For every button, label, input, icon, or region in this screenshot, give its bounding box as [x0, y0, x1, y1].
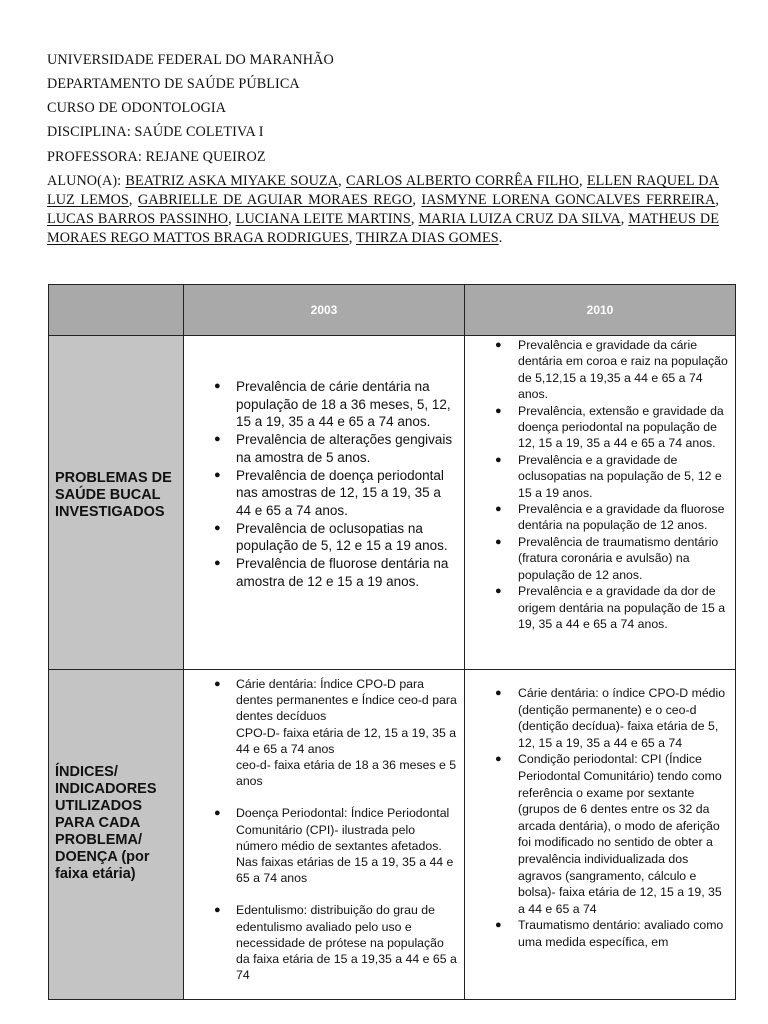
list-item-text: Edentulismo: distribuição do grau de edentulismo avaliado pelo uso e necessidade de prótese na população da faixa etária de 15 a 19,35 a 44 e 65 a 74 — [236, 903, 457, 983]
student-name: IASMYNE LORENA GONCALVES FERREIRA — [421, 192, 716, 208]
discipline-name: DISCIPLINA: SAÚDE COLETIVA I — [47, 124, 264, 140]
list-item — [184, 805, 464, 886]
list-item — [184, 520, 464, 555]
cell-2003-problems — [184, 336, 465, 670]
table-row-problems — [49, 336, 736, 670]
row-label-cell — [49, 336, 184, 670]
bullet-icon: ● — [214, 678, 221, 690]
row-label-cell — [49, 670, 184, 1000]
bullet-list — [184, 670, 464, 983]
list-item-text: Traumatismo dentário: avaliado como uma medida específica, em — [518, 918, 724, 949]
bullet-icon: ● — [214, 468, 221, 481]
bullet-icon: ● — [214, 807, 221, 820]
list-item-subtext: ceo-d- faixa etária de 18 a 36 meses e 5 anos — [236, 758, 457, 789]
bullet-icon: ● — [214, 380, 221, 392]
list-item — [465, 685, 735, 751]
bullet-list — [184, 336, 464, 590]
cell-2003-indices — [184, 670, 465, 1000]
bullet-icon: ● — [495, 919, 502, 932]
list-item-text: Prevalência de alterações gengivais na amostra de 5 anos. — [236, 432, 453, 465]
list-item-text: Prevalência e a gravidade da dor de origem dentária na população de 15 a 19, 35 a 44 e 65 a 74 anos. — [518, 584, 726, 631]
cell-2010-problems — [465, 336, 736, 670]
list-item — [465, 337, 735, 403]
list-item-text: Doença Periodontal: Índice Periodontal Comunitário (CPI)- ilustrada pelo número médio de sextantes afetados. — [236, 806, 450, 853]
list-item-text: Prevalência de oclusopatias na população de 5, 12 e 15 a 19 anos. — [236, 520, 448, 554]
list-item — [465, 452, 735, 501]
list-item-text: Cárie dentária: o índice CPO-D médio (dentição permanente) e o ceo-d (dentição decídua)- faixa etária de 5, 12, 15 a 19, 35 a 44 e 65 a 74 — [518, 686, 726, 750]
list-item — [465, 583, 735, 632]
bullet-icon: ● — [495, 687, 502, 699]
list-item — [184, 902, 464, 983]
header-cell-2003: 2003 — [184, 285, 465, 336]
list-item — [184, 467, 464, 520]
list-item-text: Prevalência de doença periodontal nas amostras de 12, 15 a 19, 35 a 44 e 65 a 74 anos. — [236, 467, 444, 518]
row-label-problems: PROBLEMAS DE SAÚDE BUCAL INVESTIGADOS — [55, 470, 172, 520]
professor-name: PROFESSORA: REJANE QUEIROZ — [47, 149, 266, 165]
department-name: DEPARTAMENTO DE SAÚDE PÚBLICA — [47, 76, 300, 92]
list-item — [184, 431, 464, 466]
list-item-text: Prevalência, extensão e gravidade da doença periodontal na população de 12, 15 a 19, 35 a 44 e 65 a 74 anos. — [518, 403, 724, 451]
students-label: ALUNO(A): — [47, 173, 122, 189]
student-name: ELLEN RAQUEL DA LUZ LEMOS — [47, 173, 719, 208]
list-item-subtext: Nas faixas etárias de 15 a 19, 35 a 44 e 65 a 74 anos — [236, 855, 454, 886]
list-item — [184, 676, 464, 789]
list-item-text: Prevalência e gravidade da cárie dentária em coroa e raiz na população de 5,12,15 a 19,35 a 44 e 65 a 74 anos. — [518, 338, 728, 402]
student-name: LUCAS BARROS PASSINHO — [47, 211, 229, 227]
bullet-icon: ● — [495, 585, 502, 598]
header-cell-2010: 2010 — [465, 285, 736, 336]
bullet-list — [465, 336, 735, 632]
bullet-icon: ● — [495, 535, 502, 548]
bullet-icon: ● — [495, 339, 502, 351]
list-item — [465, 917, 735, 950]
bullet-icon: ● — [214, 521, 221, 534]
list-item-text: Condição periodontal: CPI (Índice Periodontal Comunitário) tendo como referência o exame por sextante (grupos de 6 dentes entre os 32 da arcada dentária), o modo de aferição foi modificado no sentido de obter a prevalência individualizada dos agravos (sangramento, cálculo e bolsa)- faixa etária de 12, 15 a 19, 35 a 44 e 65 a 74 — [518, 752, 722, 916]
student-name: GABRIELLE DE AGUIAR MORAES REGO — [138, 192, 413, 208]
university-name: UNIVERSIDADE FEDERAL DO MARANHÃO — [47, 52, 334, 68]
list-item-text: Prevalência de traumatismo dentário (fratura coronária e avulsão) na população de 12 anos. — [518, 534, 719, 582]
list-item-text: Prevalência e a gravidade de oclusopatias na população de 5, 12 e 15 a 19 anos. — [518, 452, 722, 500]
table-header-row — [49, 285, 736, 336]
list-item — [184, 555, 464, 590]
course-name: CURSO DE ODONTOLOGIA — [47, 100, 227, 116]
bullet-icon: ● — [214, 904, 221, 917]
list-item-text: Prevalência e a gravidade da fluorose dentária na população de 12 anos. — [518, 502, 725, 533]
list-item — [465, 501, 735, 534]
student-name: MARIA LUIZA CRUZ DA SILVA — [418, 211, 621, 227]
list-item-text: Prevalência de fluorose dentária na amostra de 12 e 15 a 19 anos. — [236, 556, 449, 589]
row-label-indices: ÍNDICES/ INDICADORES UTILIZADOS PARA CADA PROBLEMA/ DOENÇA (por faixa etária) — [55, 764, 157, 882]
list-item-subtext: CPO-D- faixa etária de 12, 15 a 19, 35 a 44 e 65 a 74 anos — [236, 725, 457, 756]
list-item — [184, 378, 464, 431]
students-list: ALUNO(A): BEATRIZ ASKA MIYAKE SOUZA, CARLOS ALBERTO CORRÊA FILHO, ELLEN RAQUEL DA LUZ LEMOS, GABRIELLE DE AGUIAR MORAES REGO, IASMYNE LORENA GONCALVES FERREIRA, LUCAS BARROS PASSINHO, LUCIANA LEITE MARTINS, MARIA LUIZA CRUZ DA SILVA, MATHEUS DE MORAES REGO MATTOS BRAGA RODRIGUES, THIRZA DIAS GOMES. — [47, 173, 720, 246]
bullet-list — [465, 670, 735, 951]
bullet-icon: ● — [495, 753, 502, 766]
comparison-table — [48, 284, 736, 1000]
header-cell-empty — [49, 285, 184, 336]
student-name: BEATRIZ ASKA MIYAKE SOUZA — [125, 173, 339, 189]
list-item-text: Prevalência de cárie dentária na população de 18 a 36 meses, 5, 12, 15 a 19, 35 a 44 e 65 a 74 anos. — [236, 379, 451, 430]
list-item — [465, 403, 735, 452]
student-name: THIRZA DIAS GOMES — [355, 230, 499, 246]
bullet-icon: ● — [495, 404, 502, 417]
student-name: LUCIANA LEITE MARTINS — [235, 211, 411, 227]
bullet-icon: ● — [495, 503, 502, 516]
bullet-icon: ● — [214, 433, 221, 446]
student-name: MATHEUS DE MORAES REGO MATTOS BRAGA RODRIGUES — [47, 211, 720, 246]
table-row-indices — [49, 670, 736, 1000]
cell-2010-indices — [465, 670, 736, 1000]
bullet-icon: ● — [214, 557, 221, 570]
list-item-text: Cárie dentária: Índice CPO-D para dentes permanentes e Índice ceo-d para dentes decíduos — [236, 677, 457, 724]
list-item — [465, 751, 735, 917]
student-name: CARLOS ALBERTO CORRÊA FILHO — [345, 173, 579, 189]
bullet-icon: ● — [495, 453, 502, 466]
list-item — [465, 534, 735, 583]
